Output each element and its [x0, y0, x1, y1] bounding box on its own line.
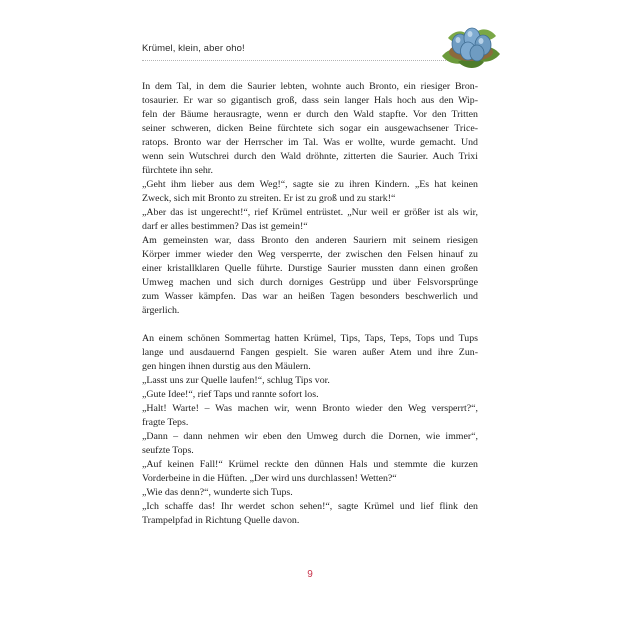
text-line: Körper immer wieder den Weg versperrte, der zwischen den Felsen hinauf zu — [142, 249, 478, 260]
text-line: darf er alles bestimmen? Das ist gemein!“ — [142, 221, 308, 232]
text-line: „Geht ihm lieber aus dem Weg!“, sagte sie zu ihren Kindern. „Es hat keinen — [142, 179, 478, 190]
text-line: ratops. Bronto war der Herrscher im Tal. Was er wollte, wurde gemacht. Und — [142, 137, 478, 148]
text-line: feln der Bäume herausragte, wenn er durch den Wald stapfte. Vor den Tritten — [142, 109, 478, 120]
text-line: In dem Tal, in dem die Saurier lebten, wohnte auch Bronto, ein riesiger Bron- — [142, 81, 478, 92]
text-line: „Wie das denn?“, wunderte sich Tups. — [142, 487, 293, 498]
text-line: gen hingen ihnen durstig aus den Mäulern. — [142, 361, 311, 372]
text-line: fragte Teps. — [142, 417, 189, 428]
text-line: „Dann – dann nehmen wir eben den Umweg durch die Dornen, wie immer“, — [142, 431, 478, 442]
text-line: „Ich schaffe das! Ihr werdet schon sehen!“, sagte Krümel und lief flink den — [142, 501, 478, 512]
text-line: zum Wasser kämpfen. Das war an heißen Tagen besonders beschwerlich und — [142, 291, 478, 302]
page-number: 9 — [307, 569, 313, 580]
text-line: seufzte Tops. — [142, 445, 194, 456]
text-line: seiner schweren, dicken Beine fürchtete sich sogar ein ausgewachsener Trice- — [142, 123, 478, 134]
text-line: Vorderbeine in die Hüften. „Der wird uns durchlassen! Wetten?“ — [142, 473, 397, 484]
text-line: „Aber das ist ungerecht!“, rief Krümel entrüstet. „Nur weil er größer ist als wir, — [142, 207, 478, 218]
text-line: ärgerlich. — [142, 305, 180, 316]
text-line: Umweg machen und sich durch dorniges Gestrüpp und über Felsvorsprünge — [142, 277, 478, 288]
running-header-title: Krümel, klein, aber oho! — [142, 43, 245, 54]
text-line: tosaurier. Er war so gigantisch groß, dass sein langer Hals hoch aus den Wip- — [142, 95, 478, 106]
text-line: fürchtete ihn sehr. — [142, 165, 214, 176]
text-line: Am gemeinsten war, dass Bronto den anderen Sauriern mit seinem riesigen — [142, 235, 478, 246]
text-line: „Auf keinen Fall!“ Krümel reckte den dünnen Hals und stemmte die kurzen — [142, 459, 478, 470]
text-line: wenn sein Wutschrei durch den Wald dröhnte, zitterten die Saurier. Auch Trixi — [142, 151, 478, 162]
text-line: „Halt! Warte! – Was machen wir, wenn Bronto wieder den Weg versperrt?“, — [142, 403, 478, 414]
text-line: Trampelpfad in Richtung Quelle davon. — [142, 515, 300, 526]
egg-nest-icon — [438, 14, 504, 74]
text-line: An einem schönen Sommertag hatten Krümel, Tips, Taps, Teps, Tops und Tups — [142, 333, 478, 344]
text-line: „Gute Idee!“, rief Taps und rannte sofort los. — [142, 389, 319, 400]
text-line: Zweck, sich mit Bronto zu streiten. Er ist zu groß und zu stark!“ — [142, 193, 396, 204]
text-line: „Lasst uns zur Quelle laufen!“, schlug Tips vor. — [142, 375, 330, 386]
text-line: lange und ausdauernd Fangen gespielt. Sie waren außer Atem und ihre Zun- — [142, 347, 478, 358]
paragraph-break — [142, 318, 478, 332]
header-dotted-rule — [142, 60, 448, 61]
text-line: einer kristallklaren Quelle führte. Durstige Saurier mussten dann einen großen — [142, 263, 478, 274]
story-body-text — [142, 80, 478, 528]
